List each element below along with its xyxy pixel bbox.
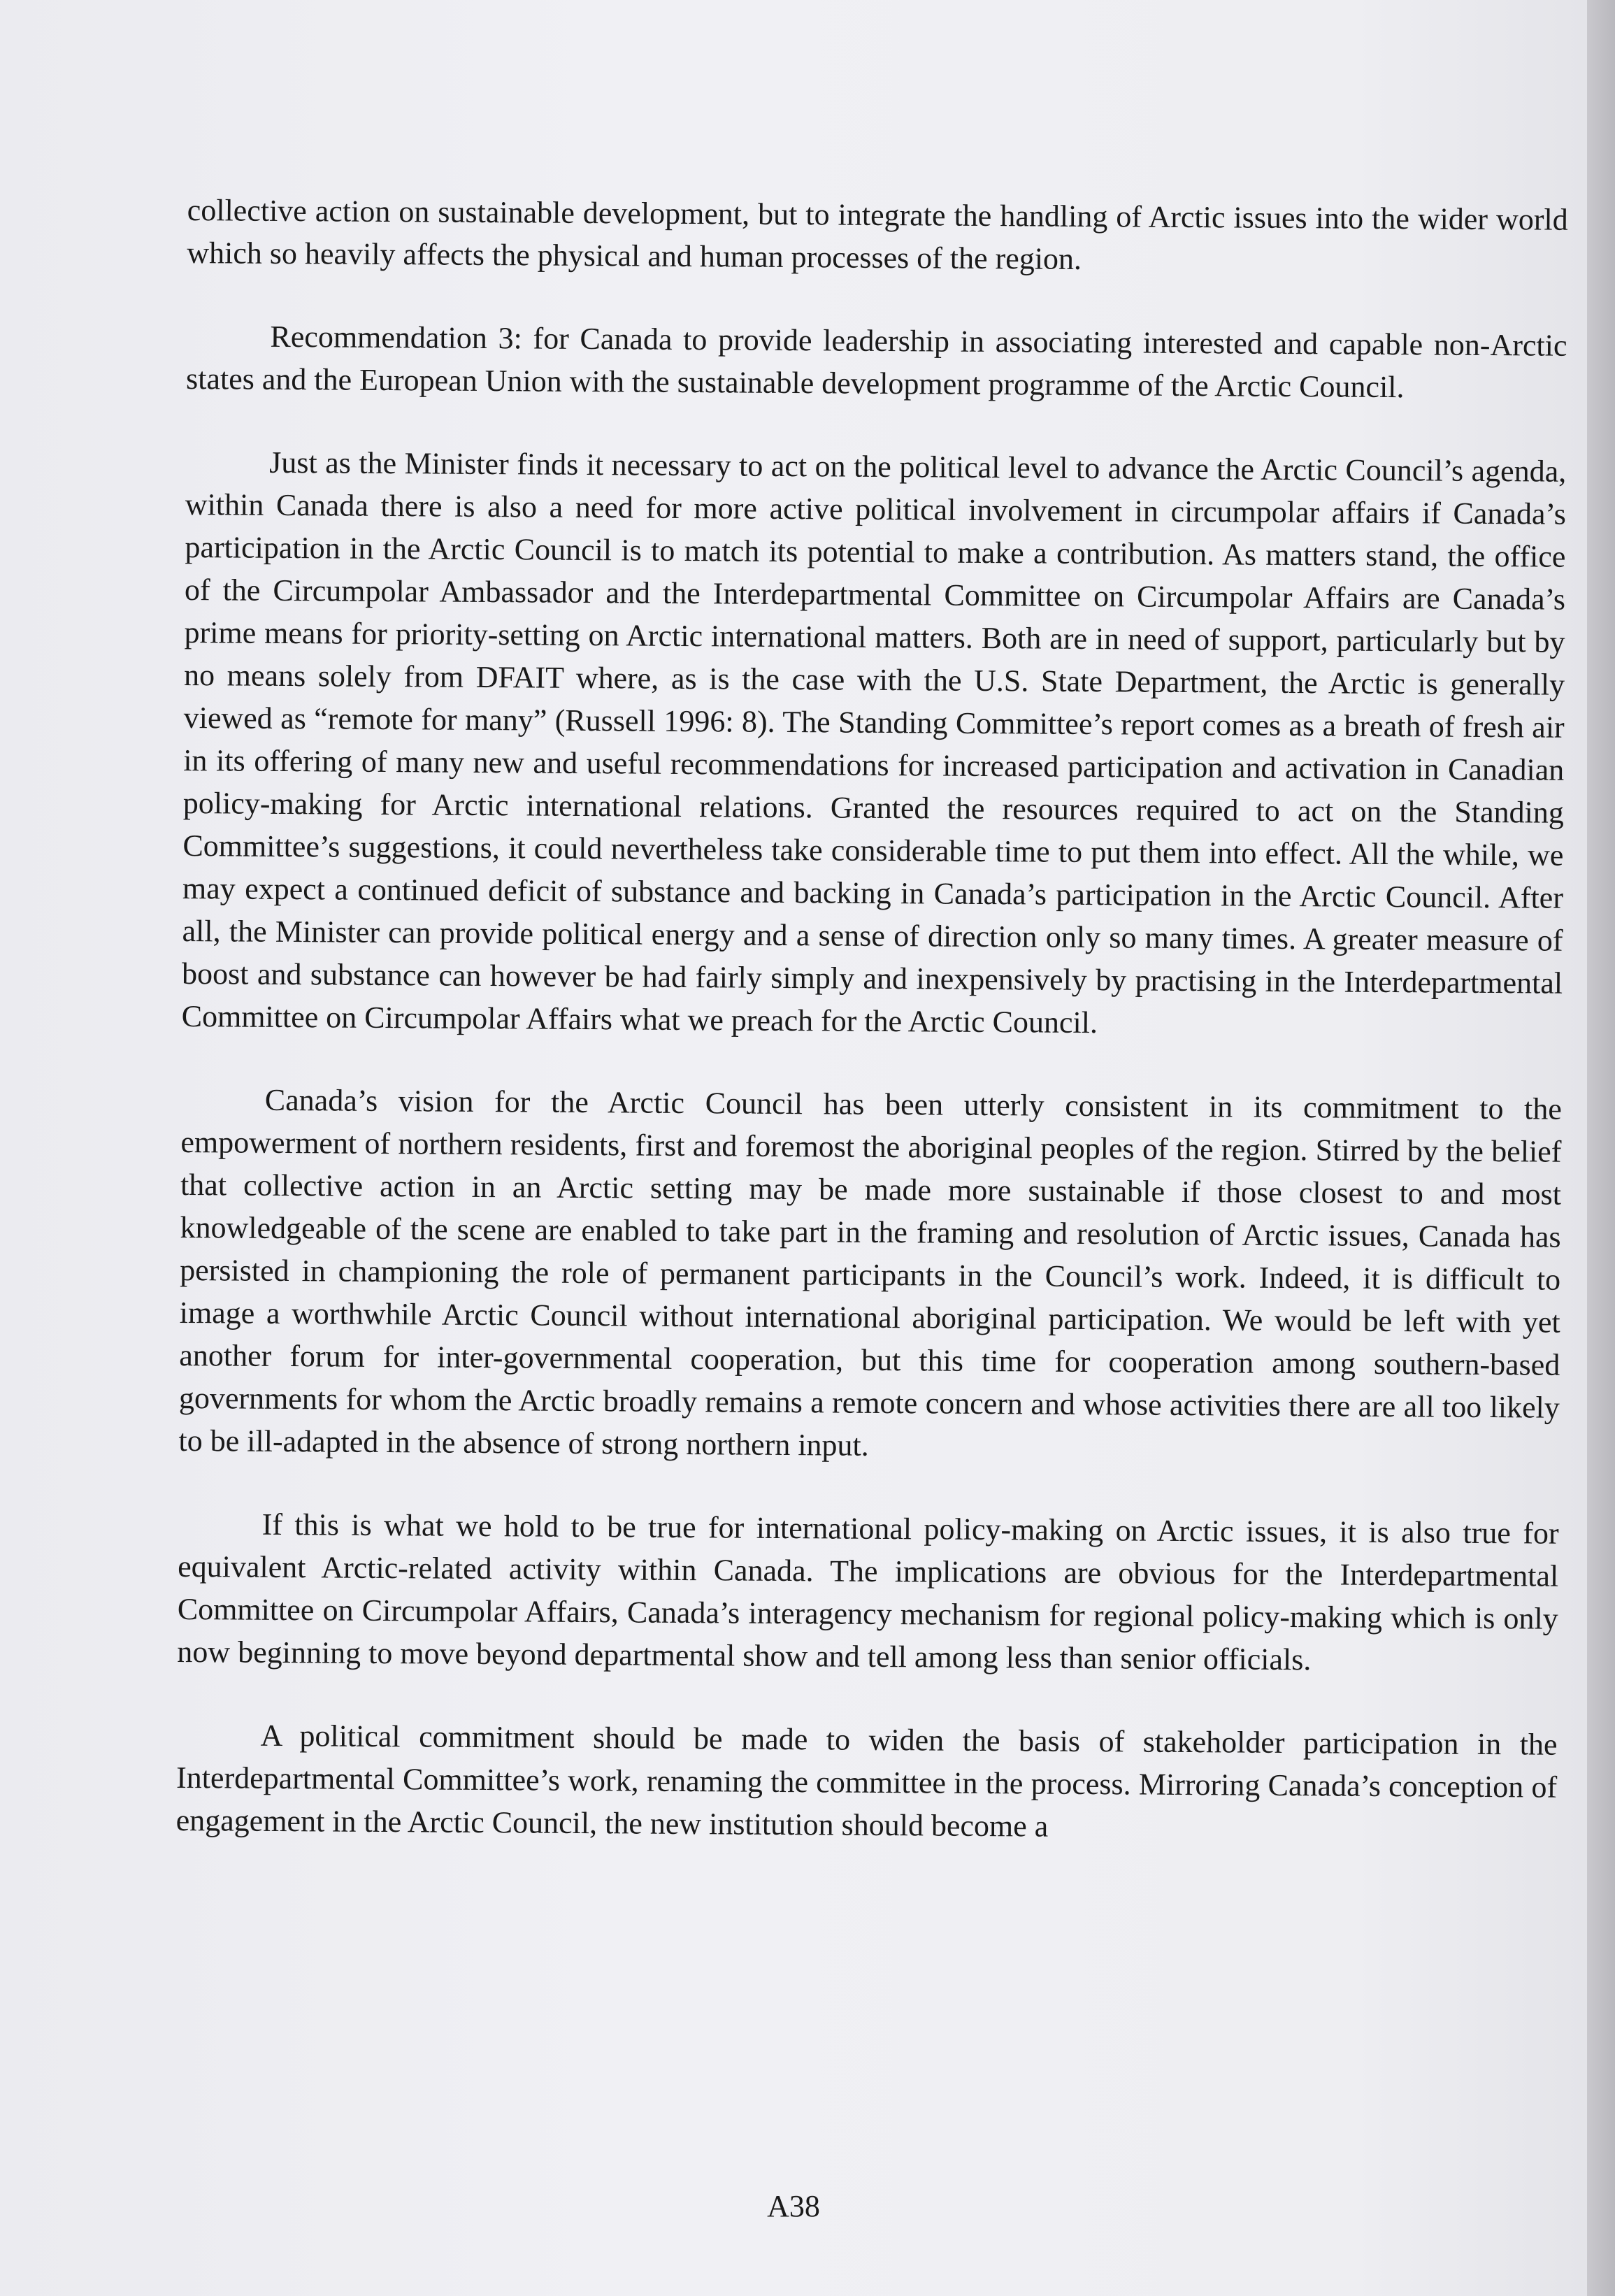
body-text: [175, 189, 1568, 1892]
paragraph-recommendation-3: Recommendation 3: for Canada to provide leadership in associating interested and capable non-Arctic states and the European Union with the sustainable development programme of the Arctic Council.: [185, 319, 1567, 405]
page-edge: [1587, 0, 1615, 2296]
paragraph-implications: If this is what we hold to be true for international policy-making on Arctic issues, it is also true for equivalent Arctic-related activity within Canada. The implications are obvious for the Interdepartmental Committee on Circumpolar Affairs, Canada’s interagency mechanism for regional policy-making which is only now beginning to move beyond departmental show and tell among less than senior officials.: [177, 1507, 1559, 1677]
paragraph-minister: Just as the Minister finds it necessary to act on the political level to advance the Arctic Council’s agenda, within Canada there is also a need for more active political involvement in circumpolar affairs if Canada’s participation in the Arctic Council is to match its potential to make a contribution. As matters stand, the office of the Circumpolar Ambassador and the Interdepartmental Committee on Circumpolar Affairs are Canada’s prime means for priority-setting on Arctic international matters. Both are in need of support, particularly but by no means solely from DFAIT where, as is the case with the U.S. State Department, the Arctic is generally viewed as “remote for many” (Russell 1996: 8). The Standing Committee’s report comes as a breath of fresh air in its offering of many new and useful recommendations for increased participation and activation in Canadian policy-making for Arctic international relations. Granted the resources required to act on the Standing Committee’s suggestions, it could nevertheless take considerable time to put them into effect. All the while, we may expect a continued deficit of substance and backing in Canada’s participation in the Arctic Council. After all, the Minister can provide political energy and a sense of direction only so many times. A greater measure of boost and substance can however be had fairly simply and inexpensively by practising in the Interdepartmental Committee on Circumpolar Affairs what we preach for the Arctic Council.: [181, 445, 1567, 1040]
page-number: A38: [767, 2189, 820, 2223]
paragraph-canada-vision: Canada’s vision for the Arctic Council has been utterly consistent in its commitment to the empowerment of northern residents, first and foremost the aboriginal peoples of the region. Stirred by the belief that collective action in an Arctic setting may be made more sustainable if those closest to and most knowledgeable of the scene are enabled to take part in the framing and resolution of Arctic issues, Canada has persisted in championing the role of permanent participants in the Council’s work. Indeed, it is difficult to image a worthwhile Arctic Council without international aboriginal participation. We would be left with yet another forum for inter-governmental cooperation, but this time for cooperation among southern-based governments for whom the Arctic broadly remains a remote concern and whose activities there are all too likely to be ill-adapted in the absence of strong northern input.: [178, 1082, 1563, 1463]
paragraph-political-commitment: A political commitment should be made to widen the basis of stakeholder participation in the Interdepartmental Committee’s work, renaming the committee in the process. Mirroring Canada’s conception of engagement in the Arctic Council, the new institution should become a: [175, 1718, 1558, 1844]
paragraph-continuation: collective action on sustainable development, but to integrate the handling of Arctic issues into the wider world which so heavily affects the physical and human processes of the region.: [187, 192, 1568, 276]
